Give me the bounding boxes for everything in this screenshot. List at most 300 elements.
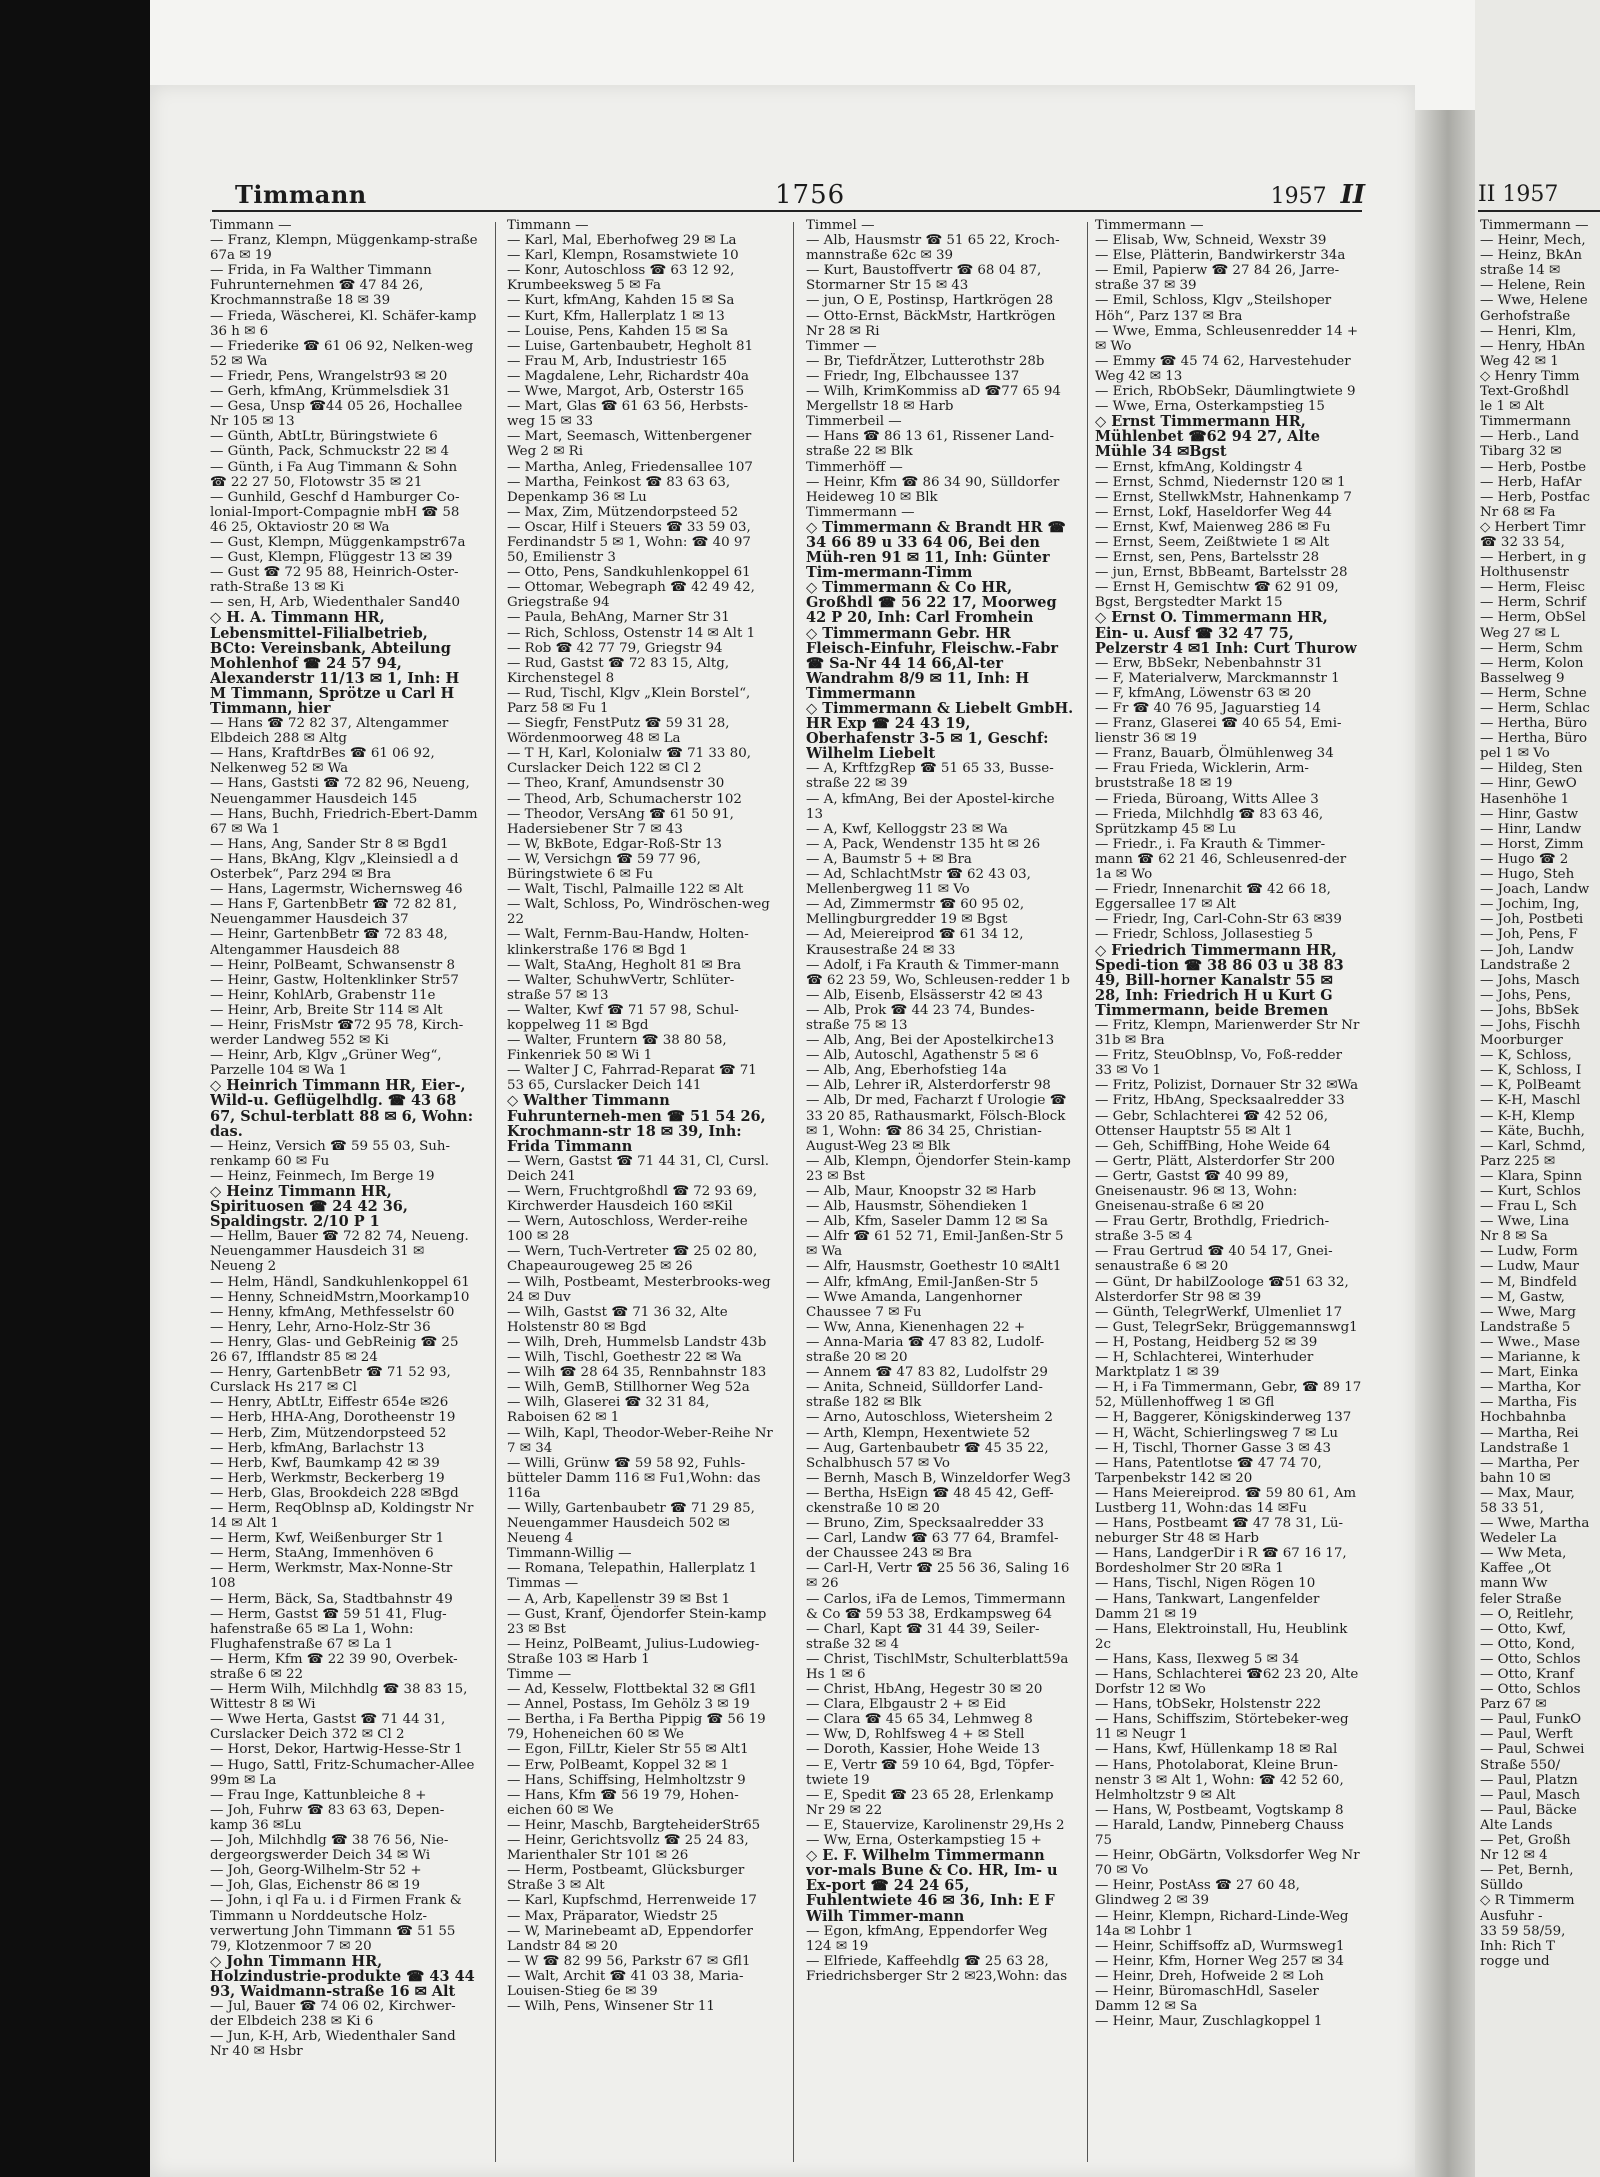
directory-entry: — Ww, Erna, Osterkampstieg 15 + [806, 1833, 1042, 1849]
directory-entry: — Frida, in Fa Walther Timmann Fuhrunternehmen ☎ 47 84 26, Krochmannstraße 18 ✉ 39 [210, 263, 432, 309]
next-page-entry: — Pet, Bernh, [1480, 1863, 1574, 1879]
column-divider [793, 222, 794, 2162]
directory-entry: — Herm, Kfm ☎ 22 39 90, Overbek-straße 6 ✉ 22 [210, 1651, 458, 1682]
directory-entry: — Otto, Pens, Sandkuhlenkoppel 61 [507, 565, 751, 581]
next-page-entry: feler Straße [1480, 1591, 1562, 1607]
directory-entry: — Henry, Lehr, Arno-Holz-Str 36 [210, 1319, 431, 1335]
page-header [235, 180, 1365, 220]
directory-entry: — Alb, Autoschl, Agathenstr 5 ✉ 6 [806, 1048, 1039, 1064]
directory-entry: — Henny, kfmAng, Methfesselstr 60 [210, 1304, 455, 1320]
next-page-entry: Nr 68 ✉ Fa [1480, 504, 1556, 520]
next-page-entry: Gerhofstraße [1480, 308, 1571, 324]
directory-entry: Timmas — [507, 1576, 579, 1592]
directory-entry: — Br, TiefdrÄtzer, Lutterothstr 28b [806, 353, 1045, 369]
directory-entry: — Frieda, Büroang, Witts Allee 3 [1095, 791, 1319, 807]
next-page-entry: Weg 27 ✉ L [1480, 625, 1560, 641]
directory-entry: — Hans, Patentlotse ☎ 47 74 70, Tarpenbekstr 142 ✉ 20 [1095, 1455, 1322, 1486]
next-page-entry: — Otto, Kranf [1480, 1667, 1574, 1682]
directory-entry: — Gust, Klempn, Müggenkampstr67a [210, 534, 466, 550]
column-divider [1087, 222, 1088, 2162]
directory-entry: — Herm, Gastst ☎ 59 51 41, Flug-hafenstraße 65 ✉ La 1, Wohn: Flughafenstraße 67 ✉ La 1 [210, 1606, 447, 1652]
next-page-entry: — Joh, Pens, F [1480, 927, 1578, 943]
directory-entry: — Günth, TelegrWerkf, Ulmenliet 17 [1095, 1304, 1343, 1320]
directory-entry: — Frieda, Wäscherei, Kl. Schäfer-kamp 36 h ✉ 6 [210, 308, 477, 339]
directory-entry: Timmerhöff — [806, 459, 903, 475]
next-page-entry: — Mart, Einka [1480, 1365, 1579, 1381]
directory-entry: — Erw, PolBeamt, Koppel 32 ✉ 1 [507, 1757, 729, 1773]
directory-column-3 [806, 218, 1074, 2168]
directory-entry: — Frieda, Milchhdlg ☎ 83 63 46, Sprützkamp 45 ✉ Lu [1095, 806, 1324, 837]
directory-entry: — Heinr, KohlArb, Grabenstr 11e [210, 987, 436, 1003]
next-page-entry: Alte Lands [1480, 1817, 1553, 1833]
directory-entry: — Hans, Schiffszim, Störtebeker-weg 11 ✉ Neugr 1 [1095, 1712, 1349, 1743]
directory-entry: — Herb, Glas, Brookdeich 228 ✉Bgd [210, 1485, 459, 1501]
directory-entry: — F, Materialverw, Marckmannstr 1 [1095, 670, 1340, 686]
directory-entry: — Hugo, Sattl, Fritz-Schumacher-Allee 99m ✉ La [210, 1757, 475, 1788]
directory-entry: — Hans, Buchh, Friedrich-Ebert-Damm 67 ✉ Wa 1 [210, 806, 478, 837]
next-page-entry: — Hinr, Landw [1480, 821, 1582, 837]
directory-entry: — Heinr, PolBeamt, Schwansenstr 8 [210, 957, 455, 973]
directory-firm-entry: ◇ H. A. Timmann HR, Lebensmittel-Filialbetrieb, BCto: Vereinsbank, Abteilung Mohlenhof ☎ 24 57 94, Alexanderstr 11/13 ✉ 1, Inh: H M Timmann, Sprötze u Carl H Timmann, hier [210, 609, 460, 717]
directory-entry: — Karl, Klempn, Rosamstwiete 10 [507, 248, 739, 264]
directory-entry: — W, Marinebeamt aD, Eppendorfer Landstr 84 ✉ 20 [507, 1923, 753, 1954]
directory-entry: — Günt, Dr habilZoologe ☎51 63 32, Alsterdorfer Str 98 ✉ 39 [1095, 1274, 1349, 1305]
next-page-entry: — Herbert, in g [1480, 550, 1587, 566]
directory-entry: — Rob ☎ 42 77 79, Griegstr 94 [507, 640, 723, 656]
directory-entry: — Egon, FilLtr, Kieler Str 55 ✉ Alt1 [507, 1742, 749, 1758]
next-page-entry: — Paul, Masch [1480, 1787, 1581, 1803]
directory-entry: — Luise, Gartenbaubetr, Hegholt 81 [507, 338, 754, 354]
directory-entry: — Ad, Kesselw, Flottbektal 32 ✉ Gfl1 [507, 1682, 758, 1698]
directory-entry: — Herm, Werkmstr, Max-Nonne-Str 108 [210, 1561, 453, 1592]
directory-entry: — F, kfmAng, Löwenstr 63 ✉ 20 [1095, 685, 1312, 701]
next-page-entry: — K, Schloss, [1480, 1048, 1572, 1064]
directory-entry: — Joh, Milchhdlg ☎ 38 76 56, Nie-dergeorgswerder Deich 34 ✉ Wi [210, 1833, 449, 1864]
next-page-entry: — Hugo ☎ 2 [1480, 851, 1569, 867]
directory-entry: — W, Versichgn ☎ 59 77 96, Büringstwiete 6 ✉ Fu [507, 851, 701, 883]
directory-entry: — Heinr, Schiffsoffz aD, Wurmsweg1 [1095, 1938, 1345, 1954]
directory-firm-entry: ◇ Heinz Timmann HR, Spirituosen ☎ 24 42 36, Spaldingstr. 2/10 P 1 [210, 1183, 408, 1231]
next-page-entry: — Kurt, Schlos [1480, 1184, 1581, 1199]
next-page-entry: — M, Gastw, [1480, 1289, 1565, 1305]
directory-entry: — Alb, Eisenb, Elsässerstr 42 ✉ 43 [806, 987, 1043, 1003]
next-page-entry: — Johs, Fischh [1480, 1017, 1581, 1033]
directory-firm-entry: ◇ Timmermann & Liebelt GmbH. HR Exp ☎ 24 43 19, Oberhafenstr 3-5 ✉ 1, Geschf: Wilhelm Liebelt [806, 700, 1074, 763]
next-page-entry: — Heinz, BkAn [1480, 248, 1582, 264]
directory-entry: Timmann-Willig — [507, 1546, 632, 1562]
next-page-entry: ☎ 32 33 54, [1480, 534, 1565, 550]
directory-entry: — Alfr, Hausmstr, Goethestr 10 ✉Alt1 [806, 1259, 1062, 1275]
directory-entry: — Heinz, Versich ☎ 59 55 03, Suh-renkamp 60 ✉ Fu [210, 1138, 451, 1169]
next-page-entry: — Max, Maur, [1480, 1485, 1575, 1501]
directory-firm-entry: ◇ Friedrich Timmermann HR, Spedi-tion ☎ 38 86 03 u 38 83 49, Bill-horner Kanalstr 55 ✉ 28, Inh: Friedrich H u Kurt G Timmermann, beide Bremen [1095, 941, 1344, 1019]
directory-entry: — Hans, Schlachterei ☎62 23 20, Alte Dorfstr 12 ✉ Wo [1095, 1667, 1359, 1698]
directory-entry: Timmermann — [806, 504, 915, 520]
directory-entry: — Heinr, Kfm ☎ 86 34 90, Sülldorfer Heideweg 10 ✉ Blk [806, 474, 1060, 505]
directory-entry: — Walter, Kwf ☎ 71 57 98, Schul-koppelweg 11 ✉ Bgd [507, 1002, 739, 1033]
directory-entry: — Willi, Grünw ☎ 59 58 92, Fuhls-bütteler Damm 116 ✉ Fu1,Wohn: das 116a [507, 1455, 761, 1501]
directory-entry: — Ernst, StellwkMstr, Hahnenkamp 7 [1095, 489, 1352, 505]
next-page-header: II 1957 [1478, 182, 1559, 207]
directory-entry: — Franz, Glaserei ☎ 40 65 54, Emi-lienstr 36 ✉ 19 [1095, 716, 1342, 747]
directory-entry: Timme — [507, 1667, 572, 1682]
directory-entry: — Alb, Klempn, Öjendorfer Stein-kamp 23 ✉ Bst [806, 1153, 1071, 1184]
next-page-entry: — Heinr, Mech, [1480, 233, 1586, 249]
directory-entry: — Elfriede, Kaffeehdlg ☎ 25 63 28, Friedrichsberger Str 2 ✉23,Wohn: das [806, 1953, 1068, 1984]
directory-entry: — Ad, Zimmermstr ☎ 60 95 02, Mellingburgredder 19 ✉ Bgst [806, 897, 1025, 928]
next-page-entry: — Martha, Rei [1480, 1425, 1579, 1441]
directory-entry: — Alb, Prok ☎ 44 23 74, Bundes-straße 75 ✉ 13 [806, 1002, 1035, 1033]
directory-entry: — Hans, Schiffsing, Helmholtzstr 9 [507, 1772, 746, 1788]
next-page-entry: mann Ww [1480, 1576, 1548, 1592]
directory-entry: — Annem ☎ 47 83 82, Ludolfstr 29 [806, 1365, 1048, 1381]
directory-entry: — Rud, Gastst ☎ 72 83 15, Altg, Kirchenstegel 8 [507, 655, 730, 686]
directory-entry: — Walt, Fernm-Bau-Handw, Holten-klinkerstraße 176 ✉ Bgd 1 [507, 927, 749, 958]
directory-entry: — Henny, SchneidMstrn,Moorkamp10 [210, 1289, 470, 1305]
directory-entry: — Herm, Bäck, Sa, Stadtbahnstr 49 [210, 1591, 453, 1607]
directory-entry: — Harald, Landw, Pinneberg Chauss 75 [1095, 1817, 1344, 1849]
next-page-entry: — Paul, FunkO [1480, 1712, 1582, 1728]
directory-entry: — Horst, Dekor, Hartwig-Hesse-Str 1 [210, 1742, 463, 1758]
header-volume: II [1340, 180, 1365, 210]
directory-entry: — Heinr, Maschb, BargteheiderStr65 [507, 1817, 761, 1833]
directory-entry: — Ottomar, Webegraph ☎ 42 49 42, Griegstraße 94 [507, 580, 755, 611]
directory-entry: — Otto-Ernst, BäckMstr, Hartkrögen Nr 28 ✉ Ri [806, 308, 1056, 339]
directory-entry: — Adolf, i Fa Krauth & Timmer-mann ☎ 62 23 59, Wo, Schleusen-redder 1 b [806, 957, 1070, 988]
next-page-entry: — Hertha, Büro [1480, 716, 1588, 732]
directory-entry: — Theodor, VersAng ☎ 61 50 91, Hadersiebener Str 7 ✉ 43 [507, 806, 734, 837]
next-page-entry: Sülldo [1480, 1878, 1523, 1894]
directory-entry: — Hans, Tischl, Nigen Rögen 10 [1095, 1576, 1316, 1592]
next-page-entry: Wedeler La [1480, 1531, 1557, 1547]
next-page-entry: — Martha, Kor [1480, 1380, 1581, 1396]
directory-entry: — Fritz, SteuOblnsp, Vo, Foß-redder 33 ✉ Vo 1 [1095, 1048, 1342, 1079]
directory-entry: Timmermann — [1095, 218, 1204, 233]
directory-entry: — Anita, Schneid, Sülldorfer Land-straße 182 ✉ Blk [806, 1380, 1043, 1411]
next-page-rule [1478, 210, 1600, 212]
next-page-entry: — K, PolBeamt [1480, 1078, 1581, 1094]
next-page-entry: — Wwe, Martha [1480, 1516, 1590, 1532]
directory-entry: — Jul, Bauer ☎ 74 06 02, Kirchwer-der Elbdeich 238 ✉ Ki 6 [210, 1999, 456, 2030]
next-page-entry: — Karl, Schmd, [1480, 1138, 1586, 1154]
directory-entry: — Alb, Lehrer iR, Alsterdorferstr 98 [806, 1078, 1051, 1094]
next-page-entry: — Frau L, Sch [1480, 1199, 1577, 1215]
directory-entry: — Max, Zim, Mützendorpsteed 52 [507, 504, 739, 520]
directory-entry: — Gunhild, Geschf d Hamburger Co-lonial-Import-Compagnie mbH ☎ 58 46 25, Oktaviostr 20 ✉ Wa [210, 489, 460, 535]
directory-entry: — Walter J C, Fahrrad-Reparat ☎ 71 53 65, Curslacker Deich 141 [507, 1063, 757, 1094]
page-number: 1756 [775, 180, 846, 210]
directory-entry: — Egon, kfmAng, Eppendorfer Weg 124 ✉ 19 [806, 1923, 1048, 1954]
directory-entry: — Hellm, Bauer ☎ 72 82 74, Neueng. Neuengammer Hausdeich 31 ✉ Neueng 2 [210, 1229, 469, 1275]
directory-entry: — Heinr, FrisMstr ☎72 95 78, Kirch-werder Landweg 552 ✉ Ki [210, 1017, 464, 1049]
directory-entry: — Romana, Telepathin, Hallerplatz 1 [507, 1561, 758, 1577]
directory-entry: — H, Baggerer, Königskinderweg 137 [1095, 1410, 1352, 1426]
directory-entry: — Fritz, Klempn, Marienwerder Str Nr 31b ✉ Bra [1095, 1017, 1360, 1049]
directory-entry: — Walt, Tischl, Palmaille 122 ✉ Alt [507, 882, 744, 898]
directory-entry: — Heinr, PostAss ☎ 27 60 48, Glindweg 2 ✉ 39 [1095, 1878, 1300, 1909]
directory-entry: — H, Tischl, Thorner Gasse 3 ✉ 43 [1095, 1440, 1331, 1456]
next-page-entry: — Joh, Landw [1480, 942, 1574, 958]
directory-entry: — Rich, Schloss, Ostenstr 14 ✉ Alt 1 [507, 625, 756, 641]
directory-entry: — Gesa, Unsp ☎44 05 26, Hochallee Nr 105 ✉ 13 [210, 399, 463, 430]
directory-entry: — Erw, BbSekr, Nebenbahnstr 31 [1095, 655, 1323, 671]
directory-entry: — Friedr, Ing, Elbchaussee 137 [806, 368, 1020, 384]
directory-entry: — Wilh, Kapl, Theodor-Weber-Reihe Nr 7 ✉ 34 [507, 1425, 773, 1456]
next-page-entry: Kaffee „Ot [1480, 1561, 1551, 1577]
header-rule [212, 210, 1362, 212]
next-page-entry: — Herm, Schlac [1480, 701, 1590, 716]
directory-entry: — Gust, Kranf, Öjendorfer Stein-kamp 23 ✉ Bst [507, 1606, 767, 1637]
next-page-entry: Holthusenstr [1480, 565, 1569, 581]
next-page-entry: — Herm, Schne [1480, 685, 1587, 701]
directory-entry: — Frau Gertr, Brothdlg, Friedrich-straße 3-5 ✉ 4 [1095, 1214, 1330, 1245]
directory-entry: — Elisab, Ww, Schneid, Wexstr 39 [1095, 233, 1327, 249]
next-page-entry: — Otto, Kwf, [1480, 1621, 1567, 1637]
directory-entry: — Joh, Fuhrw ☎ 83 63 63, Depen-kamp 36 ✉Lu [210, 1802, 445, 1833]
directory-entry: — Aug, Gartenbaubetr ☎ 45 35 22, Schalbhusch 57 ✉ Vo [806, 1440, 1049, 1471]
directory-entry: — Friedr, Pens, Wrangelstr93 ✉ 20 [210, 368, 448, 384]
directory-entry: — Heinr, Klempn, Richard-Linde-Weg 14a ✉ Lohbr 1 [1095, 1908, 1349, 1939]
scan-background-left [0, 0, 150, 2177]
next-page-entry: — Herb, Postbe [1480, 459, 1587, 475]
next-page-entry: — Käte, Buchh, [1480, 1123, 1585, 1139]
next-page-entry: — K-H, Maschl [1480, 1093, 1581, 1109]
next-page-entry: Nr 12 ✉ 4 [1480, 1848, 1548, 1864]
next-page-entry: — Herm, Schm [1480, 640, 1583, 656]
next-page-entry: Landstraße 5 [1480, 1319, 1571, 1335]
next-page-entry: ◇ Herbert Timr [1480, 519, 1586, 535]
next-page-entry: Text-Großhdl [1480, 384, 1569, 400]
next-page-entry: — Herb, Postfac [1480, 489, 1590, 505]
directory-entry: — Hans, W, Postbeamt, Vogtskamp 8 [1095, 1802, 1344, 1818]
directory-entry: — Heinr, Arb, Breite Str 114 ✉ Alt [210, 1002, 443, 1018]
directory-entry: — Jun, K-H, Arb, Wiedenthaler Sand Nr 40 ✉ Hsbr [210, 2029, 456, 2060]
directory-entry: Timmann — [210, 218, 292, 233]
next-page-entry: ◇ Henry Timm [1480, 368, 1580, 384]
directory-entry: — Friederike ☎ 61 06 92, Nelken-weg 52 ✉ Wa [210, 338, 474, 369]
directory-entry: — Carl, Landw ☎ 63 77 64, Bramfel-der Chaussee 243 ✉ Bra [806, 1531, 1059, 1562]
next-page-entry: — Herb., Land [1480, 429, 1580, 445]
directory-entry: — Martha, Feinkost ☎ 83 63 63, Depenkamp 36 ✉ Lu [507, 474, 731, 505]
directory-entry: — Anna-Maria ☎ 47 83 82, Ludolf-straße 20 ✉ 20 [806, 1334, 1045, 1366]
directory-entry: — Herm, Postbeamt, Glücksburger Straße 3 ✉ Alt [507, 1863, 745, 1894]
directory-entry: — Herb, kfmAng, Barlachstr 13 [210, 1440, 425, 1456]
directory-entry: — Alb, Kfm, Saseler Damm 12 ✉ Sa [806, 1214, 1048, 1230]
directory-entry: — Frau M, Arb, Industriestr 165 [507, 353, 728, 369]
next-page-entry: Tibarg 32 ✉ [1480, 444, 1562, 460]
directory-entry: — Christ, HbAng, Hegestr 30 ✉ 20 [806, 1682, 1043, 1698]
directory-entry: — Emmy ☎ 45 74 62, Harvestehuder Weg 42 ✉ 13 [1095, 353, 1351, 384]
directory-entry: — Gebr, Schlachterei ☎ 42 52 06, Ottenser Hauptstr 55 ✉ Alt 1 [1095, 1108, 1328, 1139]
directory-entry: — Clara, Elbgaustr 2 + ✉ Eid [806, 1697, 1007, 1713]
next-page-entry: Landstraße 1 [1480, 1440, 1571, 1456]
directory-entry: — Franz, Bauarb, Ölmühlenweg 34 [1095, 746, 1334, 762]
directory-entry: — A, kfmAng, Bei der Apostel-kirche 13 [806, 791, 1055, 822]
directory-entry: — Doroth, Kassier, Hohe Weide 13 [806, 1742, 1041, 1758]
directory-entry: — Wwe Herta, Gastst ☎ 71 44 31, Curslacker Deich 372 ✉ Cl 2 [210, 1712, 446, 1743]
directory-entry: — Hans ☎ 86 13 61, Rissener Land-straße 22 ✉ Blk [806, 429, 1054, 460]
directory-firm-entry: ◇ Timmermann & Brandt HR ☎ 34 66 89 u 33 64 06, Bei den Müh-ren 91 ✉ 11, Inh: Günter Tim-mermann-Timm [806, 518, 1066, 582]
directory-entry: — Günth, Pack, Schmuckstr 22 ✉ 4 [210, 444, 450, 460]
directory-entry: — Ad, SchlachtMstr ☎ 62 43 03, Mellenbergweg 11 ✉ Vo [806, 867, 1031, 898]
directory-entry: — A, Baumstr 5 + ✉ Bra [806, 851, 972, 867]
directory-entry: — Ww, Anna, Kienenhagen 22 + [806, 1319, 1026, 1335]
directory-entry: — Walt, Archit ☎ 41 03 38, Maria-Louisen-Stieg 6e ✉ 39 [507, 1968, 744, 1999]
next-page-entry: — Henry, HbAn [1480, 338, 1586, 354]
directory-entry: — Ernst, Schmd, Niedernstr 120 ✉ 1 [1095, 474, 1346, 490]
directory-entry: — E, Vertr ☎ 59 10 64, Bgd, Töpfer-twiete 19 [806, 1757, 1055, 1788]
directory-firm-entry: ◇ Timmermann Gebr. HR Fleisch-Einfuhr, Fleischw.-Fabr ☎ Sa-Nr 44 14 66,Al-ter Wandrahm 8/9 ✉ 11, Inh: H Timmermann [806, 624, 1059, 702]
directory-entry: — T H, Karl, Kolonialw ☎ 71 33 80, Curslacker Deich 122 ✉ Cl 2 [507, 746, 751, 777]
directory-entry: — Frau Frieda, Wicklerin, Arm-bruststraße 18 ✉ 19 [1095, 761, 1309, 792]
directory-entry: — H, Schlachterei, Winterhuder Marktplatz 1 ✉ 39 [1095, 1350, 1314, 1381]
directory-entry: — Herm, ReqOblnsp aD, Koldingstr Nr 14 ✉ Alt 1 [210, 1500, 474, 1532]
directory-entry: — Ww, D, Rohlfsweg 4 + ✉ Stell [806, 1727, 1025, 1743]
header-year-volume [1271, 180, 1365, 210]
directory-entry: — Gertr, Plätt, Alsterdorfer Str 200 [1095, 1153, 1335, 1169]
directory-entry: — Alb, Dr med, Facharzt f Urologie ☎ 33 20 85, Rathausmarkt, Fölsch-Block ✉ 1, Wohn: ☎ 86 34 25, Christian-August-Weg 23 ✉ Blk [806, 1093, 1067, 1154]
directory-entry: — Hans, BkAng, Klgv „Kleinsiedl a d Osterbek“, Parz 294 ✉ Bra [210, 851, 459, 883]
next-page-entry: — Pet, Großh [1480, 1833, 1571, 1849]
directory-entry: — Heinr, Gerichtsvollz ☎ 25 24 83, Marienthaler Str 101 ✉ 26 [507, 1833, 749, 1864]
directory-entry: — E, Spedit ☎ 23 65 28, Erlenkamp Nr 29 ✉ 22 [806, 1787, 1054, 1818]
directory-entry: — Friedr, Schloss, Jollasestieg 5 [1095, 927, 1314, 943]
directory-entry: — Wilh, KrimKommiss aD ☎77 65 94 Mergellstr 18 ✉ Harb [806, 384, 1061, 415]
directory-entry: — Henry, Glas- und GebReinig ☎ 25 26 67, Ifflandstr 85 ✉ 24 [210, 1334, 459, 1366]
directory-entry: — Kurt, kfmAng, Kahden 15 ✉ Sa [507, 293, 735, 309]
next-page-entry: Timmermann [1480, 414, 1571, 430]
directory-firm-entry: ◇ Timmermann & Co HR, Großhdl ☎ 56 22 17, Moorweg 42 P 20, Inh: Carl Fromhein [806, 579, 1057, 627]
directory-entry: — Carl-H, Vertr ☎ 25 56 36, Saling 16 ✉ 26 [806, 1561, 1070, 1592]
next-page-entry: — Wwe, Marg [1480, 1304, 1576, 1320]
next-page-entry: — Joach, Landw [1480, 882, 1590, 898]
directory-entry: — Friedr., i. Fa Krauth & Timmer-mann ☎ 62 21 46, Schleusenred-der 1a ✉ Wo [1095, 836, 1347, 883]
next-page-entry: — Herb, HafAr [1480, 474, 1582, 490]
next-page-entry: 33 59 58/59, [1480, 1923, 1566, 1939]
directory-entry: — Ernst, Kwf, Maienweg 286 ✉ Fu [1095, 519, 1331, 535]
directory-entry: — Emil, Schloss, Klgv „Steilshoper Höh“, Parz 137 ✉ Bra [1095, 293, 1332, 324]
directory-entry: — Walt, StaAng, Hegholt 81 ✉ Bra [507, 957, 742, 973]
directory-entry: — Wilh, Tischl, Goethestr 22 ✉ Wa [507, 1350, 742, 1366]
next-page-entry: — Ludw, Form [1480, 1244, 1578, 1260]
next-page-entry: Parz 225 ✉ [1480, 1153, 1556, 1169]
next-page-entry: — Henri, Klm, [1480, 323, 1577, 339]
next-page-entry: — Wwe, Helene [1480, 293, 1588, 309]
directory-entry: — Hans, KraftdrBes ☎ 61 06 92, Nelkenweg 52 ✉ Wa [210, 746, 435, 777]
directory-entry: — Günth, i Fa Aug Timmann & Sohn ☎ 22 27 50, Flotowstr 35 ✉ 21 [210, 459, 458, 490]
directory-entry: — Heinr, Kfm, Horner Weg 257 ✉ 34 [1095, 1953, 1344, 1969]
header-surname: Timmann [235, 180, 367, 209]
directory-entry: — Carlos, iFa de Lemos, Timmermann & Co ☎ 59 53 38, Erdkampsweg 64 [806, 1591, 1066, 1622]
next-page-entry: — Paul, Werft [1480, 1727, 1573, 1743]
directory-entry: — Heinz, Feinmech, Im Berge 19 [210, 1168, 435, 1184]
next-page-entry: — Wwe, Lina [1480, 1214, 1570, 1230]
next-page-entry: 58 33 51, [1480, 1500, 1544, 1516]
directory-entry: — Ad, Meiereiprod ☎ 61 34 12, Krausestraße 24 ✉ 33 [806, 927, 1024, 958]
directory-entry: — Heinr, Maur, Zuschlagkoppel 1 [1095, 2014, 1323, 2030]
directory-entry: — W, BkBote, Edgar-Roß-Str 13 [507, 836, 722, 852]
directory-entry: — Hans ☎ 72 82 37, Altengammer Elbdeich 288 ✉ Altg [210, 716, 449, 747]
next-page-entry: Hochbahnba [1480, 1410, 1567, 1426]
directory-entry: — Gust ☎ 72 95 88, Heinrich-Oster-rath-Straße 13 ✉ Ki [210, 565, 459, 596]
next-page-entry: — Paul, Bäcke [1480, 1802, 1577, 1818]
next-page-entry: Parz 67 ✉ [1480, 1697, 1547, 1713]
directory-entry: — Oscar, Hilf i Steuers ☎ 33 59 03, Ferdinandstr 5 ✉ 1, Wohn: ☎ 40 97 50, Emilienstr 3 [507, 519, 751, 566]
next-page-entry: le 1 ✉ Alt [1480, 399, 1545, 415]
directory-entry: — Hans, Kfm ☎ 56 19 79, Hohen-eichen 60 ✉ We [507, 1787, 739, 1818]
next-page-entry: Straße 550/ [1480, 1757, 1561, 1773]
directory-entry: — Kurt, Baustoffvertr ☎ 68 04 87, Stormarner Str 15 ✉ 43 [806, 263, 1042, 294]
directory-entry: — Mart, Seemasch, Wittenbergener Weg 2 ✉ Ri [507, 429, 752, 460]
directory-entry: — Konr, Autoschloss ☎ 63 12 92, Krumbeeksweg 5 ✉ Fa [507, 263, 735, 294]
directory-entry: — Wwe, Erna, Osterkampstieg 15 [1095, 399, 1325, 415]
directory-entry: — Ernst, kfmAng, Koldingstr 4 [1095, 459, 1303, 475]
next-page-entry: — Hertha, Büro [1480, 731, 1588, 747]
next-page-entry: — Wwe., Mase [1480, 1334, 1581, 1350]
directory-entry: — Else, Plätterin, Bandwirkerstr 34a [1095, 248, 1346, 264]
directory-entry: — Friedr, Ing, Carl-Cohn-Str 63 ✉39 [1095, 912, 1342, 928]
directory-entry: — Fritz, Polizist, Dornauer Str 32 ✉Wa [1095, 1078, 1359, 1094]
next-page-entry: rogge und [1480, 1953, 1550, 1969]
directory-entry: — Mart, Glas ☎ 61 63 56, Herbsts-weg 15 ✉ 33 [507, 399, 749, 430]
next-page-entry: — K, Schloss, I [1480, 1063, 1582, 1079]
next-page-entry: — Joh, Postbeti [1480, 912, 1584, 928]
next-page-entry: Hasenhöhe 1 [1480, 791, 1570, 807]
next-page-entry: — Hildeg, Sten [1480, 761, 1583, 777]
directory-entry: — Wilh, GemB, Stillhorner Weg 52a [507, 1380, 750, 1396]
next-page-entry: — Hugo, Steh [1480, 867, 1575, 883]
directory-entry: — Magdalene, Lehr, Richardstr 40a [507, 368, 749, 384]
directory-entry: — Walter, Fruntern ☎ 38 80 58, Finkenriek 50 ✉ Wi 1 [507, 1033, 727, 1064]
directory-entry: — Wilh, Postbeamt, Mesterbrooks-weg 24 ✉ Duv [507, 1274, 771, 1305]
next-page-entry: — Otto, Schlos [1480, 1682, 1581, 1698]
directory-entry: — Gertr, Gastst ☎ 40 99 89, Gneisenaustr. 96 ✉ 13, Wohn: Gneisenau-straße 6 ✉ 20 [1095, 1168, 1298, 1215]
directory-entry: — Walt, Schloss, Po, Windröschen-weg 22 [507, 897, 770, 928]
directory-entry: — Geh, SchiffBing, Hohe Weide 64 [1095, 1138, 1331, 1154]
directory-entry: — Clara ☎ 45 65 34, Lehmweg 8 [806, 1712, 1033, 1728]
directory-entry: — Fritz, HbAng, Specksaalredder 33 [1095, 1093, 1345, 1109]
directory-column-4 [1095, 218, 1363, 2168]
directory-entry: — Theo, Kranf, Amundsenstr 30 [507, 776, 725, 792]
directory-entry: — Wwe, Margot, Arb, Osterstr 165 [507, 384, 745, 400]
next-page-entry: — Hinr, GewO [1480, 776, 1577, 792]
directory-entry: — Alb, Hausmstr, Söhendieken 1 [806, 1199, 1029, 1215]
directory-entry: — John, i ql Fa u. i d Firmen Frank & Timmann u Norddeutsche Holz-verwertung John Timmann ☎ 51 55 79, Klotzenmoor 7 ✉ 20 [210, 1893, 462, 1954]
directory-entry: — Henry, AbtLtr, Eiffestr 654e ✉26 [210, 1395, 449, 1411]
directory-entry: — Alb, Ang, Eberhofstieg 14a [806, 1063, 1007, 1079]
directory-firm-entry: ◇ Ernst O. Timmermann HR, Ein- u. Ausf ☎ 32 47 75, Pelzerstr 4 ✉1 Inh: Curt Thurow [1095, 609, 1357, 657]
directory-firm-entry: ◇ John Timmann HR, Holzindustrie-produkte ☎ 43 44 93, Waidmann-straße 16 ✉ Alt [210, 1952, 475, 2000]
next-page-entry: — Johs, Masch [1480, 972, 1580, 988]
next-page-entry: — K-H, Klemp [1480, 1108, 1575, 1124]
directory-entry: — Walter, SchuhwVertr, Schlüter-straße 57 ✉ 13 [507, 972, 735, 1003]
next-page-entry: — Martha, Fis [1480, 1395, 1577, 1411]
directory-entry: — Bertha, HsEign ☎ 48 45 42, Geff-ckenstraße 10 ✉ 20 [806, 1485, 1054, 1516]
directory-entry: — Wilh, Gastst ☎ 71 36 32, Alte Holstenstr 80 ✉ Bgd [507, 1304, 728, 1335]
directory-entry: — Theod, Arb, Schumacherstr 102 [507, 791, 742, 807]
next-page-entry: — Johs, BbSek [1480, 1002, 1579, 1018]
directory-entry: — Wilh, Glaserei ☎ 32 31 84, Raboisen 62 ✉ 1 [507, 1395, 710, 1426]
directory-entry: — Herm, Kwf, Weißenburger Str 1 [210, 1531, 445, 1547]
next-page-entry: — Ludw, Maur [1480, 1259, 1579, 1275]
directory-entry: — Paula, BehAng, Marner Str 31 [507, 610, 730, 626]
directory-entry: — Günth, AbtLtr, Büringstwiete 6 [210, 429, 438, 445]
directory-entry: — Heinr, BüromaschHdl, Saseler Damm 12 ✉ Sa [1095, 1983, 1319, 2015]
directory-entry: — Siegfr, FenstPutz ☎ 59 31 28, Wördenmoorweg 48 ✉ La [507, 716, 730, 747]
directory-entry: — Charl, Kapt ☎ 31 44 39, Seiler-straße 32 ✉ 4 [806, 1621, 1040, 1652]
directory-entry: — Alb, Maur, Knoopstr 32 ✉ Harb [806, 1184, 1037, 1199]
directory-entry: — Joh, Glas, Eichenstr 86 ✉ 19 [210, 1878, 421, 1894]
